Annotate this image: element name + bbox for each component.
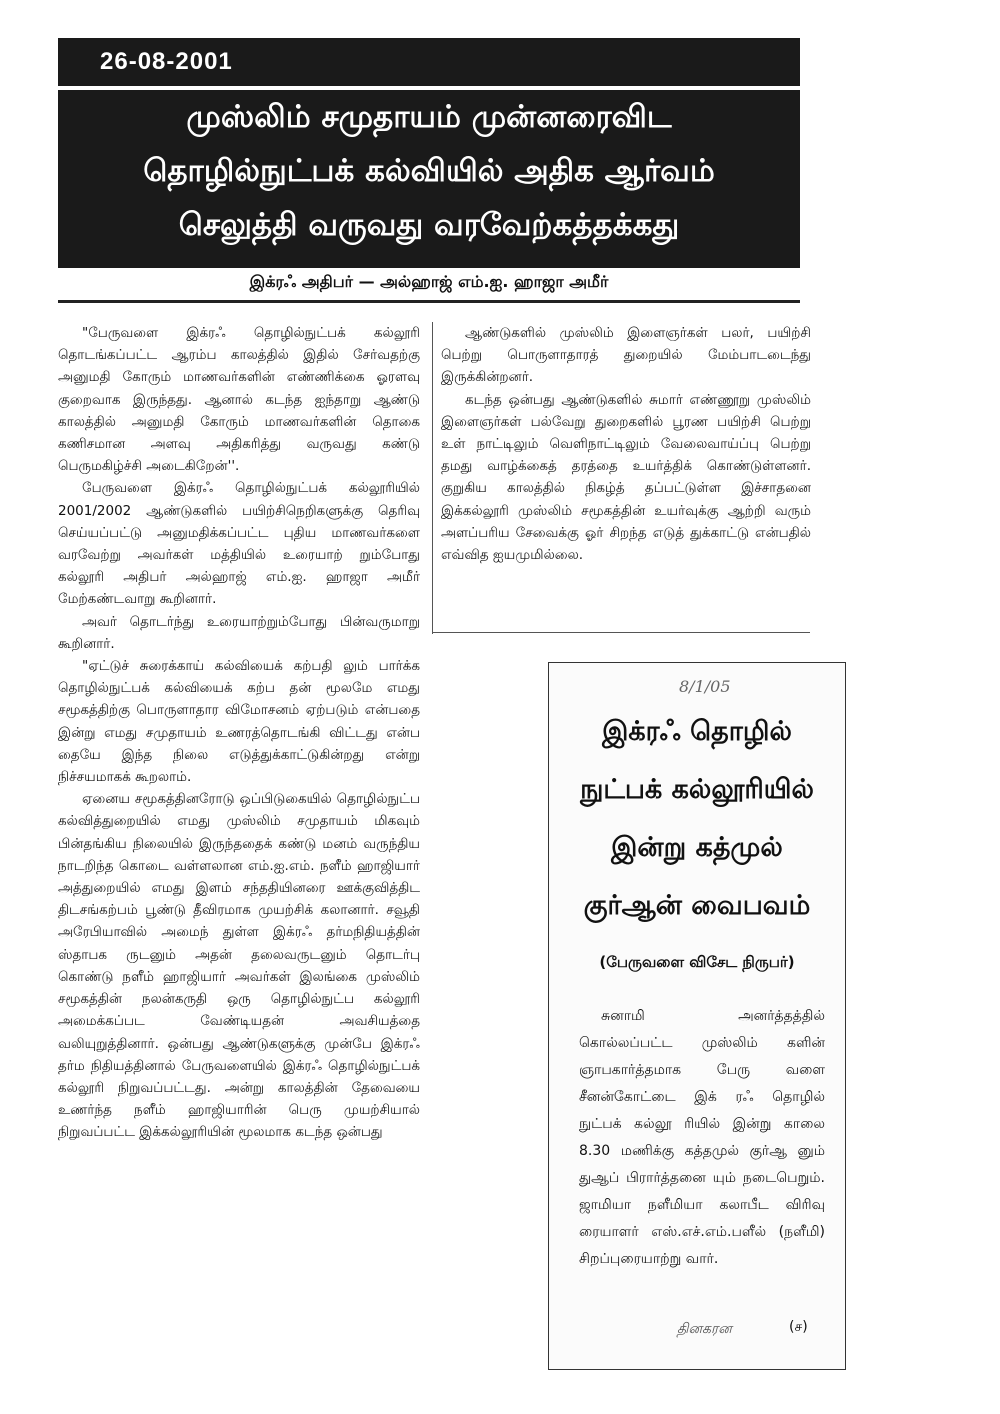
headline-line-3: செலுத்தி வருவது வரவேற்கத்தக்கது xyxy=(178,207,680,243)
publication-date: 26-08-2001 xyxy=(100,48,233,75)
paragraph: ஆண்டுகளில் முஸ்லிம் இளைஞர்கள் பலர், பயிற்சி பெற்று பொருளாதாரத் துறையில் மேம்பாடடைந்து இருக்கின்றனர். xyxy=(441,325,811,386)
paragraph: கடந்த ஒன்பது ஆண்டுகளில் சுமார் எண்ணூறு முஸ்லிம் இளைஞர்கள் பல்வேறு துறைகளில் பூரண பயிற்சி பெற்று உள் நாட்டிலும் வெளிநாட்டிலும் வேலைவாய்ப்பு பெற்று தமது வாழ்க்கைத் தரத்தை உயர்த்திக் கொண்டுள்ளனர். குறுகிய காலத்தில் நிகழ்த் தப்பட்டுள்ள இச்சாதனை இக்கல்லூரி முஸ்லிம் சமூகத்தின் உயர்வுக்கு ஆற்றி வரும் அளப்பரிய சேவைக்கு ஓர் சிறந்த எடுத் துக்காட்டு என்பதில் எவ்வித ஐயமுமில்லை. xyxy=(441,391,811,564)
column-end-rule xyxy=(432,632,810,633)
headline xyxy=(58,90,800,268)
clipping-title-line: இன்று கத்முல் xyxy=(611,832,783,863)
paragraph: "ஏட்டுச் சுரைக்காய் கல்வியைக் கற்பதி லும் பார்க்க தொழில்நுட்பக் கல்வியைக் கற்ப தன் மூலமே எமது சமூகத்திற்கு பொருளாதார விமோசனம் ஏற்படும் என்பதை இன்று எமது சமுதாயம் உணரத்தொடங்கி விட்டது என்ப தையே இந்த நிலை எடுத்துக்காட்டுகின்றது என்று நிச்சயமாகக் கூறலாம். xyxy=(58,658,420,786)
clipping-body xyxy=(579,1003,825,1273)
byline: இக்ரஃ அதிபர் — அல்ஹாஜ் எம்.ஐ. ஹாஜா அமீர் xyxy=(249,272,609,291)
article-right-column xyxy=(432,322,811,634)
headline-line-2: தொழில்நுட்பக் கல்வியில் அதிக ஆர்வம் xyxy=(143,153,715,189)
paragraph: பேருவளை இக்ரஃ தொழில்நுட்பக் கல்லூரியில் 2001/2002 ஆண்டுகளில் பயிற்சிநெறிகளுக்கு தெரிவு செய்யப்பட்டு அனுமதிக்கப்பட்ட புதிய மாணவர்களை வரவேற்று அவர்கள் மத்தியில் உரையாற் றும்போது கல்லூரி அதிபர் அல்ஹாஜ் எம்.ஐ. ஹாஜா அமீர் மேற்கண்டவாறு கூறினார். xyxy=(58,480,420,608)
clipping-title xyxy=(549,703,845,935)
article-left-column xyxy=(58,322,420,1394)
date-banner xyxy=(58,38,800,86)
clipping-title-line: இக்ரஃ தொழில் xyxy=(602,716,792,747)
clipping-title-line: நுட்பக் கல்லூரியில் xyxy=(580,774,814,805)
paragraph: ஏனைய சமூகத்தினரோடு ஒப்பிடுகையில் தொழில்நுட்ப கல்வித்துறையில் எமது முஸ்லிம் சமுதாயம் மிகவும் பின்தங்கிய நிலையில் இருந்ததைக் கண்டு மனம் வருந்திய நாடறிந்த கொடை வள்ளலான எம்.ஐ.எம். நளீம் ஹாஜியார் அத்துறையில் எமது இளம் சந்ததியினரை ஊக்குவித்திட திடசங்கற்பம் பூண்டு தீவிரமாக முயற்சிக் கலானார். சவூதி அரேபியாவில் அமைந் துள்ள இக்ரஃ தர்மநிதியத்தின் ஸ்தாபக ருடனும் அதன் தலைவருடனும் தொடர்பு கொண்டு நளீம் ஹாஜியார் அவர்கள் இலங்கை முஸ்லிம் சமூகத்தின் நலன்கருதி ஒரு தொழில்நுட்ப கல்லூரி அமைக்கப்பட வேண்டியதன் அவசியத்தை வலியுறுத்தினார். ஒன்பது ஆண்டுகளுக்கு முன்பே இக்ரஃ தர்ம நிதியத்தினால் பேருவளையில் இக்ரஃ தொழில்நுட்பக் கல்லூரி நிறுவப்பட்டது. அன்று காலத்தின் தேவையை உணர்ந்த நளீம் ஹாஜியாரின் பெரு முயற்சியால் நிறுவப்பட்ட இக்கல்லூரியின் மூலமாக கடந்த ஒன்பது xyxy=(58,791,420,1141)
clipping-title-line: குர்ஆன் வைபவம் xyxy=(583,890,811,921)
paragraph: "பேருவளை இக்ரஃ தொழில்நுட்பக் கல்லூரி தொடங்கப்பட்ட ஆரம்ப காலத்தில் இதில் சேர்வதற்கு அனுமதி கோரும் மாணவர்களின் எண்ணிக்கை ஓரளவு குறைவாக இருந்தது. ஆனால் கடந்த ஐந்தாறு ஆண்டு காலத்தில் அனுமதி கோரும் மாணவர்களின் தொகை கணிசமான அளவு அதிகரித்து வருவது கண்டு பெருமகிழ்ச்சி அடைகிறேன்''. xyxy=(58,325,420,475)
paragraph: அவர் தொடர்ந்து உரையாற்றும்போது பின்வருமாறு கூறினார். xyxy=(58,613,420,652)
clipping-signature: (ச) xyxy=(789,1319,808,1335)
handwritten-date: 8/1/05 xyxy=(679,677,731,696)
headline-line-1: முஸ்லிம் சமுதாயம் முன்னரைவிட xyxy=(186,99,672,135)
byline-divider xyxy=(58,300,800,303)
paragraph: சுனாமி அனர்த்தத்தில் கொல்லப்பட்ட முஸ்லிம் களின் ஞாபகார்த்தமாக பேரு வளை சீனன்கோட்டை இக் ரஃ தொழில் நுட்பக் கல்லூ ரியில் இன்று காலை 8.30 மணிக்கு கத்தமுல் குர்ஆ னும் துஆப் பிரார்த்தனை யும் நடைபெறும். ஜாமியா நளீமியா கலாபீட விரிவு ரையாளர் எஸ்.எச்.எம்.பளீல் (நளீமி) சிறப்புரையாற்று வார். xyxy=(579,1008,825,1267)
clipping-source: தினகரன xyxy=(677,1321,732,1337)
clipping-author: (பேருவளை விசேட நிருபர்) xyxy=(599,953,795,971)
news-clipping xyxy=(548,662,846,1370)
